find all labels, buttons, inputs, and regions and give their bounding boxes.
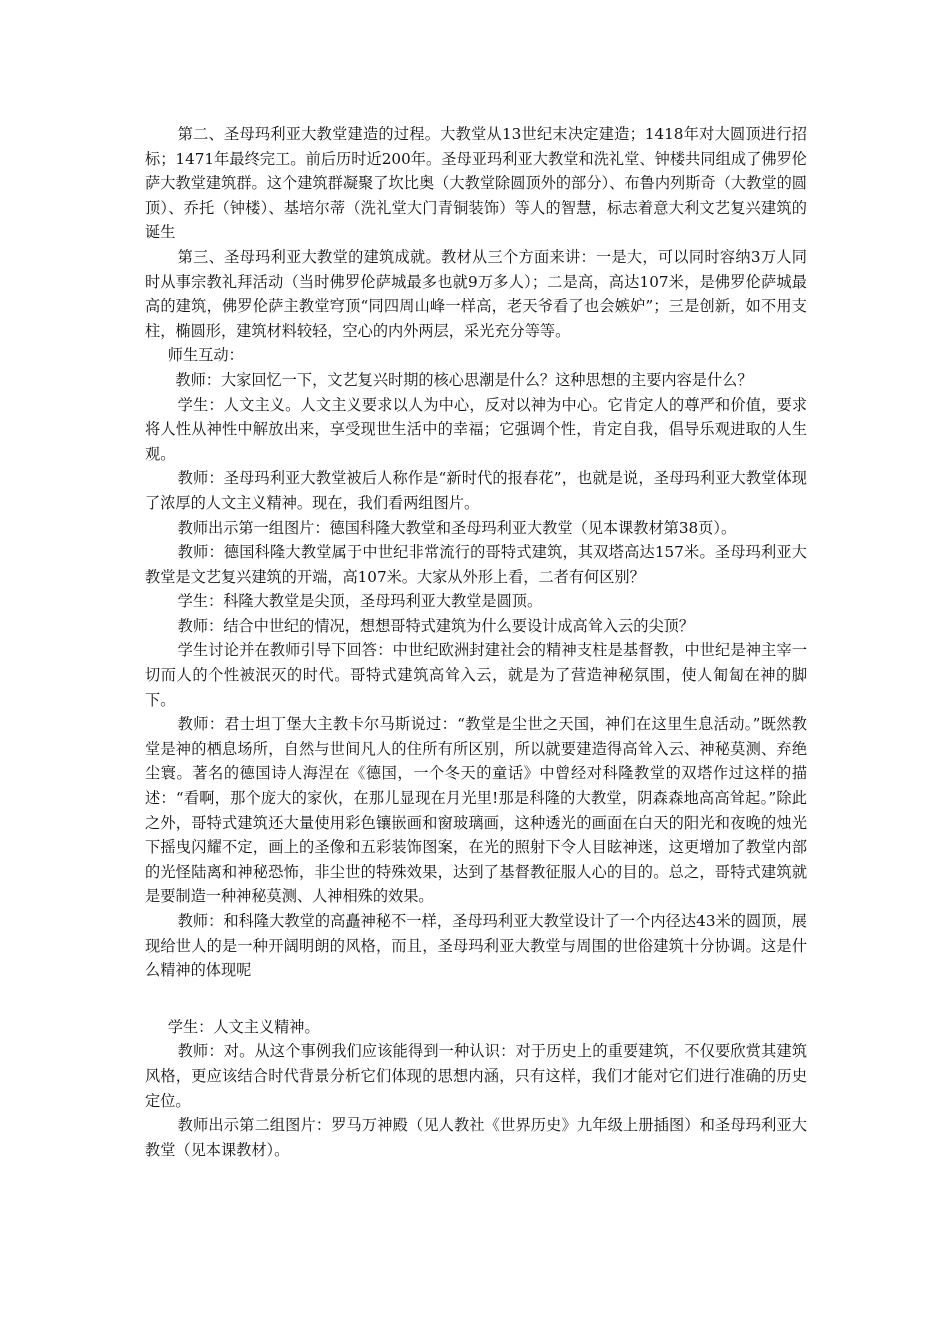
document-body: [145, 122, 807, 1162]
paragraph-teacher-conclusion: 教师：对。从这个事例我们应该能得到一种认识：对于历史上的重要建筑，不仅要欣赏其建筑风格，更应该结合时代背景分析它们体现的思想内涵，只有这样，我们才能对它们进行准确的历史定位。: [145, 1042, 807, 1110]
paragraph-interaction-heading: 师生互动：: [167, 346, 244, 365]
paragraph-student-answer: 学生：人文主义精神。: [167, 1017, 320, 1036]
paragraph-teacher-question: 教师：大家回忆一下，文艺复兴时期的核心思潮是什么？这种思想的主要内容是什么？: [175, 370, 753, 389]
paragraph-second-image-group: 教师出示第二组图片：罗马万神殿（见人教社《世界历史》九年级上册插图）和圣母玛利亚大教堂（见本课教材）。: [145, 1116, 807, 1159]
paragraph-student-shape: 学生：科隆大教堂是尖顶，圣母玛利亚大教堂是圆顶。: [177, 592, 543, 611]
paragraph-first-image-group: 教师出示第一组图片：德国科隆大教堂和圣母玛利亚大教堂（见本课教材第38页）。: [177, 518, 737, 537]
paragraph-teacher-dome: 教师：和科隆大教堂的高矗神秘不一样，圣母玛利亚大教堂设计了一个内径达43米的圆顶，展现给世人的是一种开阔明朗的风格，而且，圣母玛利亚大教堂与周围的世俗建筑十分协调。这是什么精神的体现呢: [145, 912, 807, 980]
paragraph-teacher-gothic-question: 教师：结合中世纪的情况，想想哥特式建筑为什么要设计成高耸入云的尖顶？: [177, 616, 695, 635]
paragraph-teacher-cologne: 教师：德国科隆大教堂属于中世纪非常流行的哥特式建筑，其双塔高达157米。圣母玛利亚大教堂是文艺复兴建筑的开端，高107米。大家从外形上看，二者有何区别？: [145, 543, 807, 586]
paragraph-gap: [145, 983, 807, 1015]
paragraph-student-humanism: 学生：人文主义。人文主义要求以人为中心，反对以神为中心。它肯定人的尊严和价值，要求将人性从神性中解放出来，享受现世生活中的幸福；它强调个性，肯定自我，倡导乐观进取的人生观。: [145, 395, 807, 463]
paragraph-teacher-gothic-explanation: 教师：君士坦丁堡大主教卡尔马斯说过：“教堂是尘世之天国，神们在这里生息活动。”既然教堂是神的栖息场所，自然与世间凡人的住所有所区别，所以就要建造得高耸入云、神秘莫测、弃绝尘寰。著名的德国诗人海涅在《德国，一个冬天的童话》中曾经对科隆教堂的双塔作过这样的描述：“看啊，那个庞大的家伙，在那儿显现在月光里!那是科隆的大教堂，阴森森地高高耸起。”除此之外，哥特式建筑还大量使用彩色镶嵌画和窗玻璃画，这种透光的画面在白天的阳光和夜晚的烛光下摇曳闪耀不定，画上的圣像和五彩装饰图案，在光的照射下令人目眩神迷，这更增加了教堂内部的光怪陆离和神秘恐怖，非尘世的特殊效果，达到了基督教征服人心的目的。总之，哥特式建筑就是要制造一种神秘莫测、人神相殊的效果。: [145, 715, 807, 906]
paragraph-teacher-spring-flower: 教师：圣母玛利亚大教堂被后人称作是“新时代的报春花”，也就是说，圣母玛利亚大教堂体现了浓厚的人文主义精神。现在，我们看两组图片。: [145, 469, 807, 512]
paragraph-student-discussion: 学生讨论并在教师引导下回答：中世纪欧洲封建社会的精神支柱是基督教，中世纪是神主宰一切而人的个性被泯灭的时代。哥特式建筑高耸入云，就是为了营造神秘氛围，使人匍匐在神的脚下。: [145, 641, 807, 709]
paragraph-architectural-achievements: 第三、圣母玛利亚大教堂的建筑成就。教材从三个方面来讲：一是大，可以同时容纳3万人同时从事宗教礼拜活动（当时佛罗伦萨城最多也就9万多人）；二是高，高达107米，是佛罗伦萨城最高的建筑，佛罗伦萨主教堂穹顶“同四周山峰一样高，老天爷看了也会嫉妒”；三是创新，如不用支柱，椭圆形，建筑材料较轻，空心的内外两层，采光充分等等。: [145, 247, 807, 340]
paragraph-construction-process: 第二、圣母玛利亚大教堂建造的过程。大教堂从13世纪末决定建造；1418年对大圆顶进行招标；1471年最终完工。前后历时近200年。圣母亚玛利亚大教堂和洗礼堂、钟楼共同组成了佛罗伦萨大教堂建筑群。这个建筑群凝聚了坎比奥（大教堂除圆顶外的部分）、布鲁内列斯奇（大教堂的圆顶）、乔托（钟楼）、基培尔蒂（洗礼堂大门青铜装饰）等人的智慧，标志着意大利文艺复兴建筑的诞生: [145, 125, 807, 242]
